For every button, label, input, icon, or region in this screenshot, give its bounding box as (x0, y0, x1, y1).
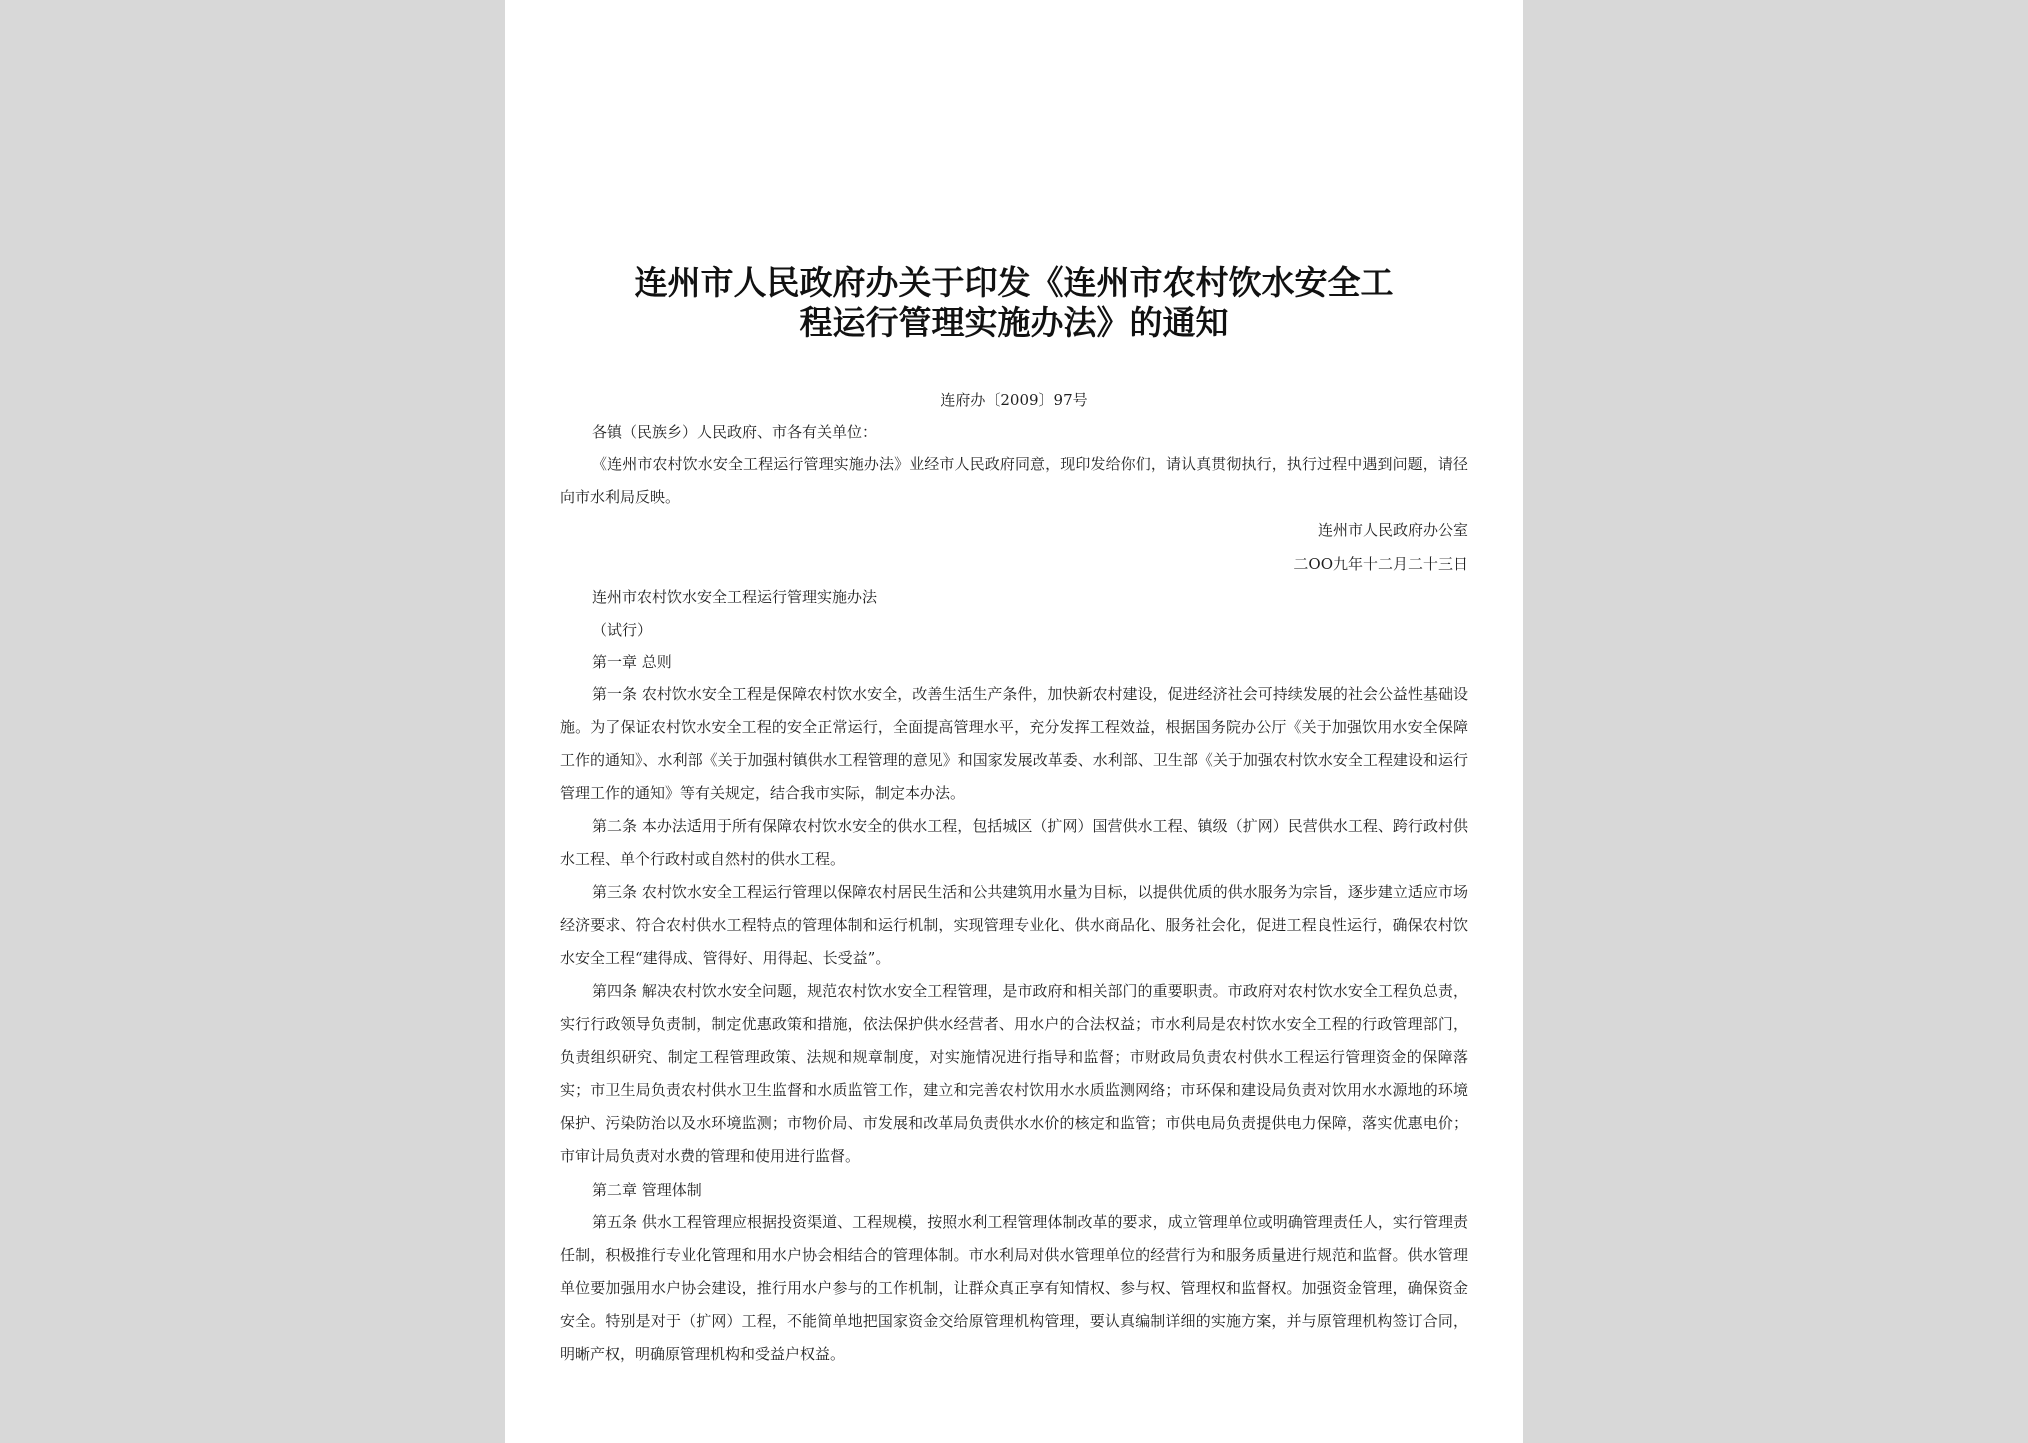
title-line-2: 程运行管理实施办法》的通知 (799, 303, 1229, 342)
title-line-1: 连州市人民政府办关于印发《连州市农村饮水安全工 (634, 263, 1394, 302)
attachment-title: 连州市农村饮水安全工程运行管理实施办法 (592, 588, 878, 606)
article-4: 第四条 解决农村饮水安全问题，规范农村饮水安全工程管理，是市政府和相关部门的重要职责。市政府对农村饮水安全工程负总责，实行行政领导负责制，制定优惠政策和措施，依法保护供水经营者、用水户的合法权益；市水利局是农村饮水安全工程的行政管理部门，负责组织研究、制定工程管理政策、法规和规章制度，对实施情况进行指导和监督；市财政局负责农村供水工程运行管理资金的保障落实；市卫生局负责农村供水卫生监督和水质监管工作，建立和完善农村饮用水水质监测网络；市环保和建设局负责对饮用水水源地的环境保护、污染防治以及水环境监测；市物价局、市发展和改革局负责供水水价的核定和监管；市供电局负责提供电力保障，落实优惠电价；市审计局负责对水费的管理和使用进行监督。 (560, 982, 1468, 1165)
article-5: 第五条 供水工程管理应根据投资渠道、工程规模，按照水利工程管理体制改革的要求，成立管理单位或明确管理责任人，实行管理责任制，积极推行专业化管理和用水户协会相结合的管理体制。市水利局对供水管理单位的经营行为和服务质量进行规范和监督。供水管理单位要加强用水户协会建设，推行用水户参与的工作机制，让群众真正享有知情权、参与权、管理权和监督权。加强资金管理，确保资金安全。特别是对于（扩网）工程，不能简单地把国家资金交给原管理机构管理，要认真编制详细的实施方案，并与原管理机构签订合同，明晰产权，明确原管理机构和受益户权益。 (560, 1213, 1468, 1363)
chapter-1-body (560, 678, 1468, 1173)
issue-date: 二OO九年十二月二十三日 (1293, 555, 1468, 573)
document-page (505, 0, 1523, 1443)
chapter-2-body (560, 1206, 1468, 1371)
intro-paragraph-block (560, 448, 1468, 514)
document-title (585, 263, 1443, 343)
addressee: 各镇（民族乡）人民政府、市各有关单位： (592, 423, 878, 441)
chapter-2-heading: 第二章 管理体制 (592, 1181, 702, 1199)
article-3: 第三条 农村饮水安全工程运行管理以保障农村居民生活和公共建筑用水量为目标，以提供优质的供水服务为宗旨，逐步建立适应市场经济要求、符合农村供水工程特点的管理体制和运行机制，实现管理专业化、供水商品化、服务社会化，促进工程良性运行，确保农村饮水安全工程“建得成、管得好、用得起、长受益”。 (560, 883, 1468, 967)
article-2: 第二条 本办法适用于所有保障农村饮水安全的供水工程，包括城区（扩网）国营供水工程、镇级（扩网）民营供水工程、跨行政村供水工程、单个行政村或自然村的供水工程。 (560, 817, 1468, 868)
intro-paragraph: 《连州市农村饮水安全工程运行管理实施办法》业经市人民政府同意，现印发给你们，请认真贯彻执行，执行过程中遇到问题，请径向市水利局反映。 (560, 455, 1468, 506)
document-number: 连府办〔2009〕97号 (940, 391, 1088, 409)
trial-label: （试行） (592, 621, 653, 639)
article-1: 第一条 农村饮水安全工程是保障农村饮水安全，改善生活生产条件，加快新农村建设，促进经济社会可持续发展的社会公益性基础设施。为了保证农村饮水安全工程的安全正常运行，全面提高管理水平，充分发挥工程效益，根据国务院办公厅《关于加强饮用水安全保障工作的通知》、水利部《关于加强村镇供水工程管理的意见》和国家发展改革委、水利部、卫生部《关于加强农村饮水安全工程建设和运行管理工作的通知》等有关规定，结合我市实际，制定本办法。 (560, 685, 1468, 802)
chapter-1-heading: 第一章 总则 (592, 653, 672, 671)
signer: 连州市人民政府办公室 (1317, 521, 1468, 539)
